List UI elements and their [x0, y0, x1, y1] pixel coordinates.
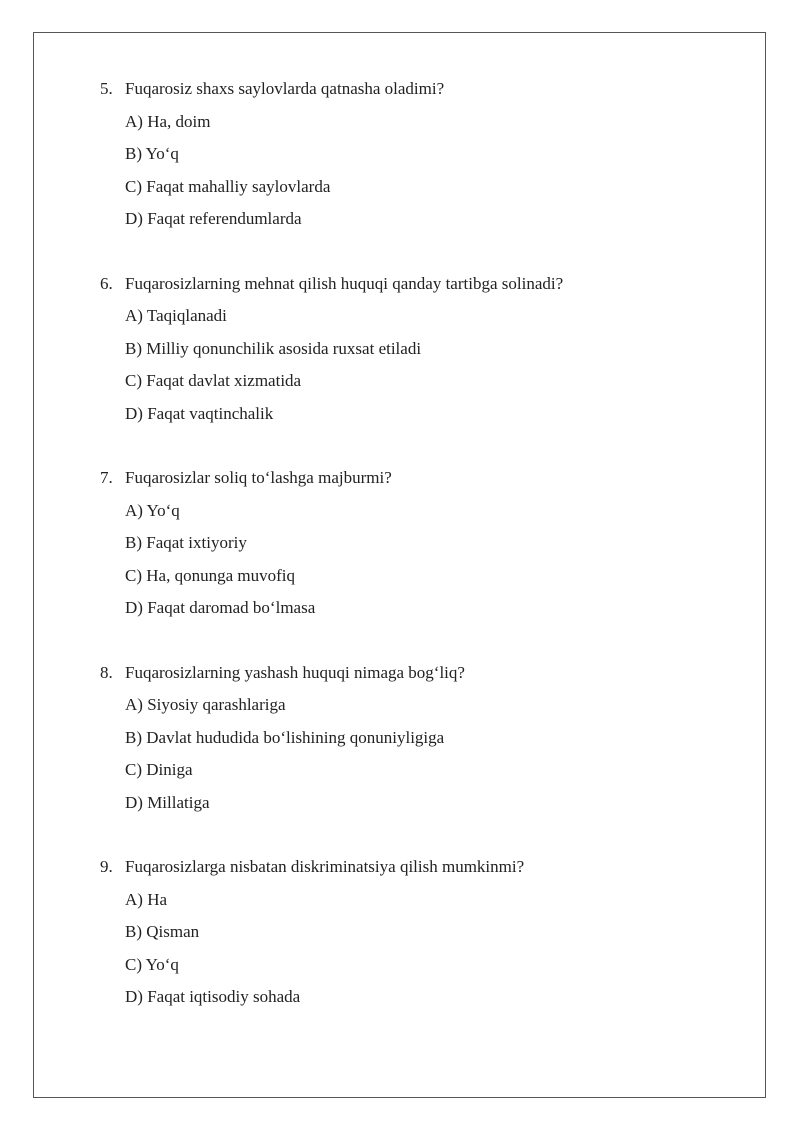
option-c: C) Faqat davlat xizmatida — [125, 371, 302, 390]
question-number: 6. — [100, 273, 113, 293]
option-c: C) Faqat mahalliy saylovlarda — [125, 176, 331, 196]
option-c: C) Diniga — [125, 760, 193, 779]
option-b: B) Faqat ixtiyoriy — [125, 533, 247, 552]
option-a: A) Ha — [125, 889, 168, 909]
option-a: A) Yo‘q — [125, 500, 180, 520]
option-a: A) Ha, doim — [125, 111, 211, 131]
question-number: 7. — [100, 468, 113, 487]
question-text: Fuqarosiz shaxs saylovlarda qatnasha oladimi? — [125, 79, 445, 98]
option-d: D) Faqat iqtisodiy sohada — [125, 987, 301, 1006]
option-d: D) Faqat vaqtinchalik — [125, 403, 274, 423]
question-5 — [100, 73, 740, 236]
option-b: B) Milliy qonunchilik asosida ruxsat etiladi — [125, 338, 422, 358]
question-line — [100, 851, 740, 884]
question-9 — [100, 851, 740, 1014]
question-number: 9. — [100, 857, 113, 876]
option-a: A) Taqiqlanadi — [125, 306, 227, 325]
question-line — [100, 462, 740, 495]
option-a: A) Siyosiy qarashlariga — [125, 695, 286, 714]
option-c: C) Yo‘q — [125, 954, 179, 974]
question-6 — [100, 268, 740, 431]
question-line — [100, 73, 740, 106]
option-b: B) Davlat hududida bo‘lishining qonuniyligiga — [125, 727, 445, 747]
question-list — [100, 73, 740, 1046]
question-number: 5. — [100, 79, 113, 98]
question-text: Fuqarosizlarga nisbatan diskriminatsiya qilish mumkinmi? — [125, 857, 525, 876]
question-text: Fuqarosizlarning yashash huquqi nimaga bog‘liq? — [125, 662, 465, 682]
question-text: Fuqarosizlarning mehnat qilish huquqi qanday tartibga solinadi? — [125, 273, 564, 293]
option-c: C) Ha, qonunga muvofiq — [125, 565, 295, 585]
option-d: D) Faqat daromad bo‘lmasa — [125, 598, 316, 617]
option-b: B) Yo‘q — [125, 144, 179, 163]
option-d: D) Faqat referendumlarda — [125, 209, 302, 228]
question-number: 8. — [100, 662, 113, 682]
question-8 — [100, 657, 740, 820]
option-b: B) Qisman — [125, 922, 200, 941]
question-text: Fuqarosizlar soliq to‘lashga majburmi? — [125, 468, 392, 487]
question-line — [100, 657, 740, 690]
option-d: D) Millatiga — [125, 792, 210, 812]
question-line — [100, 268, 740, 301]
question-7 — [100, 462, 740, 625]
